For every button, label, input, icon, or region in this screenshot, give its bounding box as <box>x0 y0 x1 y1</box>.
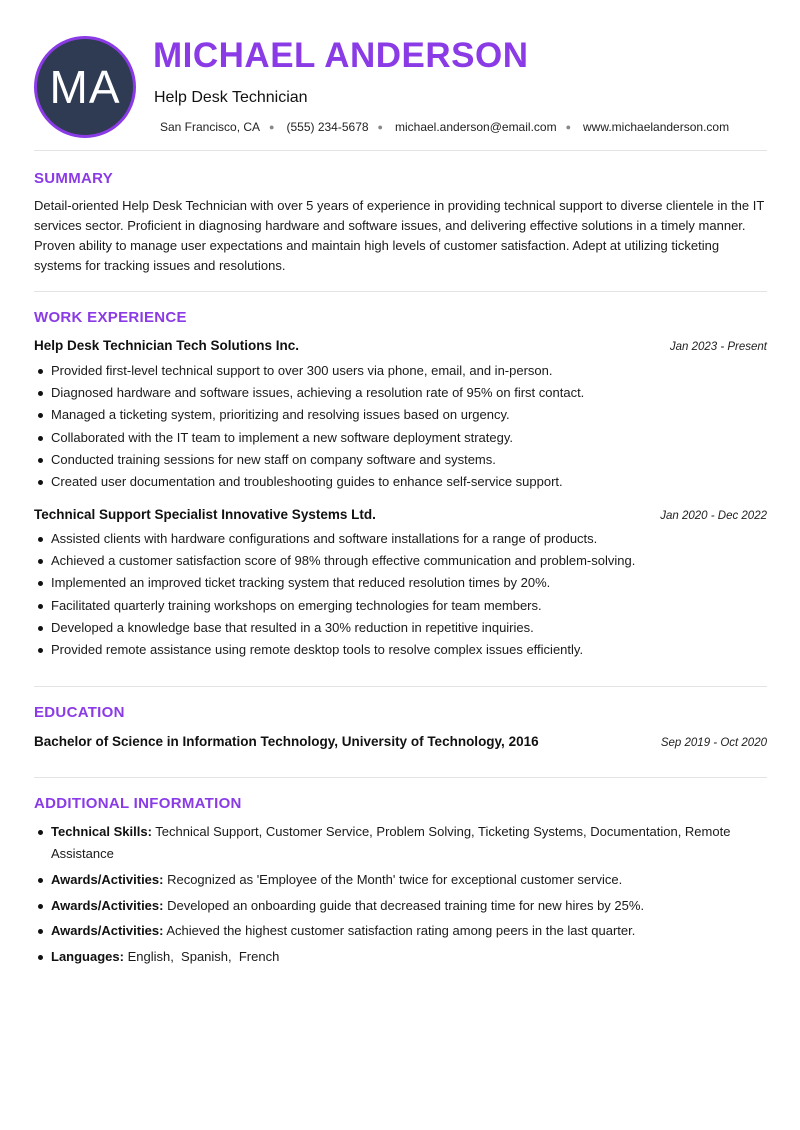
list-item: Achieved a customer satisfaction score of 98% through effective communication and problem-solving. <box>51 550 784 572</box>
contact-website[interactable]: www.michaelanderson.com <box>583 120 730 134</box>
candidate-name: MICHAEL ANDERSON <box>153 36 529 75</box>
item-label: Awards/Activities: <box>51 897 164 913</box>
list-item <box>51 869 784 891</box>
divider <box>34 291 767 292</box>
education-degree: Bachelor of Science in Information Technology, University of Technology, 2016 <box>34 734 539 749</box>
job-title: Help Desk Technician <box>154 89 308 106</box>
avatar <box>34 36 136 138</box>
list-item: Diagnosed hardware and software issues, achieving a resolution rate of 95% on first contact. <box>51 382 784 404</box>
bullet-separator-icon: ● <box>269 122 275 132</box>
bullet-separator-icon: ● <box>565 122 572 132</box>
job-header <box>34 338 767 353</box>
list-item: Managed a ticketing system, prioritizing and resolving issues based on urgency. <box>51 404 784 426</box>
avatar-initials: MA <box>49 61 121 113</box>
job-header <box>34 507 767 522</box>
list-item: Facilitated quarterly training workshops on emerging technologies for team members. <box>51 595 784 617</box>
item-text: English, Spanish, French <box>123 949 280 965</box>
divider <box>34 150 767 151</box>
section-heading-summary: SUMMARY <box>34 170 114 187</box>
job-dates: Jan 2023 - Present <box>669 341 767 353</box>
item-text: Developed an onboarding guide that decreased training time for new hires by 25%. <box>163 897 645 913</box>
list-item: Provided first-level technical support to over 300 users via phone, email, and in-person. <box>51 360 784 382</box>
contact-phone[interactable]: (555) 234-5678 <box>286 120 369 134</box>
education-dates: Sep 2019 - Oct 2020 <box>660 737 767 749</box>
job-bullet-list <box>34 360 784 493</box>
list-item: Implemented an improved ticket tracking system that reduced resolution times by 20%. <box>51 572 784 594</box>
section-heading-work-experience: WORK EXPERIENCE <box>34 309 187 326</box>
item-text: Achieved the highest customer satisfaction rating among peers in the last quarter. <box>163 923 636 939</box>
list-item: Developed a knowledge base that resulted in a 30% reduction in repetitive inquiries. <box>51 617 784 639</box>
list-item: Conducted training sessions for new staff on company software and systems. <box>51 449 784 471</box>
item-text: Technical Support, Customer Service, Problem Solving, Ticketing Systems, Documentation, Remote Assistance <box>51 824 731 862</box>
list-item: Provided remote assistance using remote desktop tools to resolve complex issues efficiently. <box>51 639 784 661</box>
item-label: Awards/Activities: <box>51 923 164 939</box>
job-dates: Jan 2020 - Dec 2022 <box>660 510 767 522</box>
list-item <box>51 920 784 942</box>
contact-email[interactable]: michael.anderson@email.com <box>394 120 557 134</box>
list-item <box>51 821 784 865</box>
item-text: Recognized as 'Employee of the Month' twice for exceptional customer service. <box>163 871 623 887</box>
item-label: Technical Skills: <box>51 824 152 839</box>
item-label: Awards/Activities: <box>51 871 164 887</box>
list-item: Collaborated with the IT team to implement a new software deployment strategy. <box>51 427 784 449</box>
contact-bar <box>160 120 770 134</box>
job-role-company: Help Desk Technician Tech Solutions Inc. <box>34 338 300 353</box>
contact-location: San Francisco, CA <box>160 120 261 134</box>
divider <box>34 777 767 778</box>
job-bullet-list <box>34 528 784 661</box>
section-heading-additional-information: ADDITIONAL INFORMATION <box>34 795 242 812</box>
additional-info-list <box>34 821 784 972</box>
education-entry <box>34 734 767 749</box>
list-item: Created user documentation and troubleshooting guides to enhance self-service support. <box>51 471 784 493</box>
list-item: Assisted clients with hardware configurations and software installations for a range of products. <box>51 528 784 550</box>
list-item <box>51 946 784 968</box>
list-item <box>51 895 784 917</box>
divider <box>34 686 767 687</box>
item-label: Languages: <box>51 949 124 965</box>
bullet-separator-icon: ● <box>377 122 383 132</box>
job-role-company: Technical Support Specialist Innovative Systems Ltd. <box>34 507 376 522</box>
summary-text: Detail-oriented Help Desk Technician with over 5 years of experience in providing technical support to diverse clientele in the IT services sector. Proficient in diagnosing hardware and software issues, and delivering effective solutions in a timely manner. Proven ability to manage user expectations and maintain high levels of customer satisfaction. Adept at utilizing ticketing systems for tracking issues and resolutions. <box>34 198 765 273</box>
section-heading-education: EDUCATION <box>34 704 125 721</box>
